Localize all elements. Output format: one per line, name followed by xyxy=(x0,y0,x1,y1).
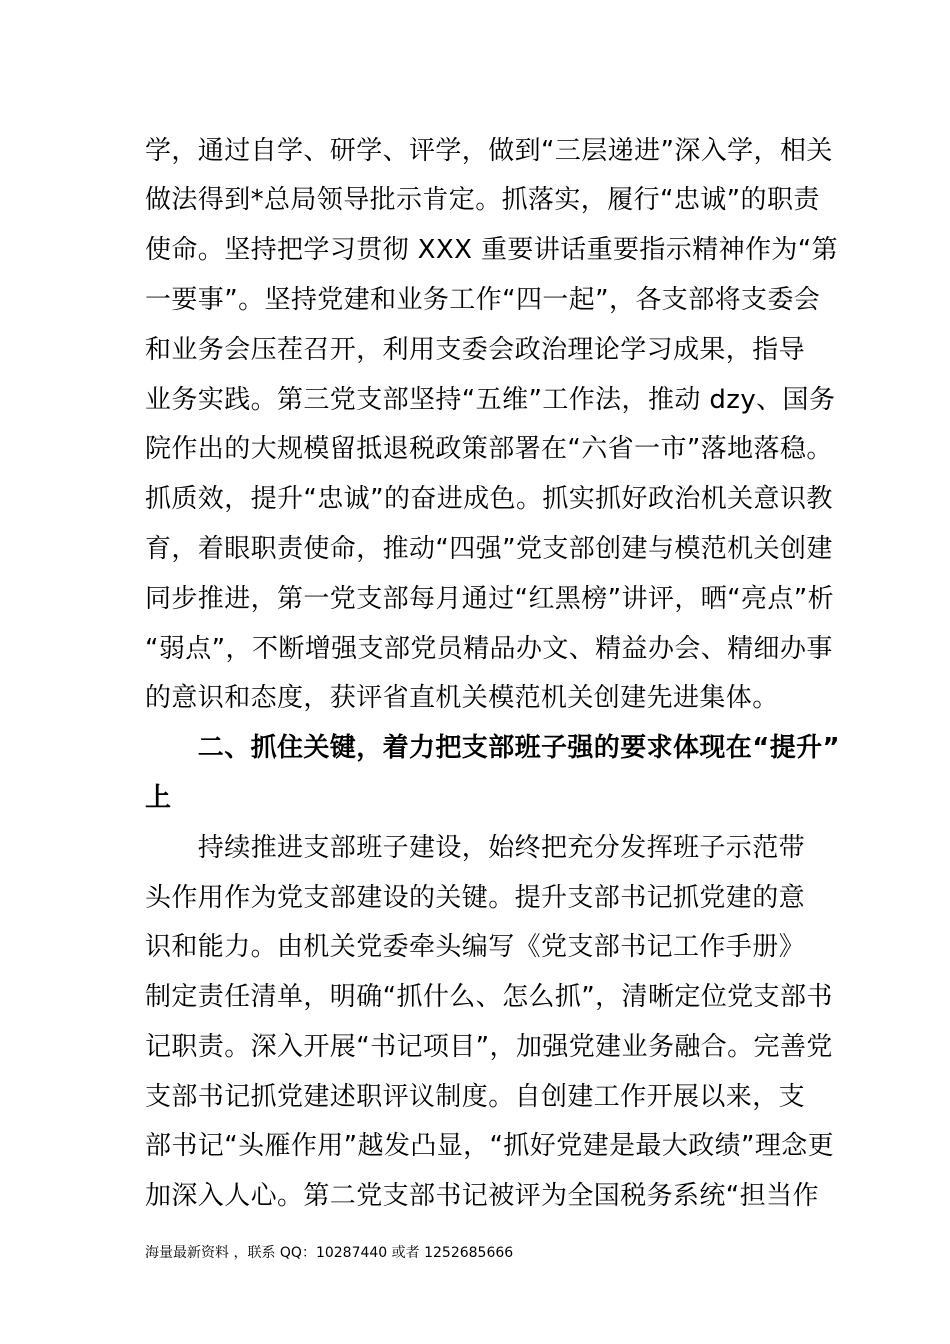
paragraph-line: 记职责。深入开展“书记项目”，加强党建业务融合。完善党 xyxy=(145,1032,833,1062)
paragraph-line: 业务实践。第三党支部坚持“五维”工作法，推动 dzy、国务 xyxy=(145,385,836,415)
paragraph-line: 同步推进，第一党支部每月通过“红黑榜”讲评，晒“亮点”析 xyxy=(145,584,835,614)
paragraph-line: 做法得到*总局领导批示肯定。抓落实，履行“忠诚”的职责 xyxy=(145,185,820,215)
footer-contact: 海量最新资料 ，联系 QQ：10287440 或者 1252685666 xyxy=(145,1245,514,1261)
paragraph-line: 育，着眼职责使命，推动“四强”党支部创建与模范机关创建 xyxy=(145,534,833,564)
paragraph-line: 使命。坚持把学习贯彻 XXX 重要讲话重要指示精神作为“第 xyxy=(145,235,839,265)
paragraph-line: 持续推进支部班子建设，始终把充分发挥班子示范带 xyxy=(145,833,806,863)
paragraph-line: 制定责任清单，明确“抓什么、怎么抓”，清晰定位党支部书 xyxy=(145,982,833,1012)
paragraph-line: 院作出的大规模留抵退税政策部署在“六省一市”落地落稳。 xyxy=(145,434,833,464)
paragraph-line: 抓质效，提升“忠诚”的奋进成色。抓实抓好政治机关意识教 xyxy=(145,484,833,514)
paragraph-line: 学，通过自学、研学、评学，做到“三层递进”深入学，相关 xyxy=(145,136,833,166)
paragraph-line: 部书记“头雁作用”越发凸显，“抓好党建是最大政绩”理念更 xyxy=(145,1131,835,1161)
paragraph-line: “弱点”，不断增强支部党员精品办文、精益办会、精细办事 xyxy=(145,634,833,664)
paragraph-line: 识和能力。由机关党委牵头编写《党支部书记工作手册》 xyxy=(145,932,806,962)
paragraph-line: 的意识和态度，获评省直机关模范机关创建先进集体。 xyxy=(145,683,779,713)
paragraph-line: 头作用作为党支部建设的关键。提升支部书记抓党建的意 xyxy=(145,883,806,913)
paragraph-line: 一要事”。坚持党建和业务工作“四一起”，各支部将支委会 xyxy=(145,285,821,315)
paragraph-line: 和业务会压茬召开，利用支委会政治理论学习成果，指导 xyxy=(145,335,806,365)
paragraph-line: 加深入人心。第二党支部书记被评为全国税务系统“担当作 xyxy=(145,1181,819,1211)
section-heading: 二、抓住关键，着力把支部班子强的要求体现在“提升” xyxy=(145,733,840,763)
section-heading: 上 xyxy=(145,783,172,813)
paragraph-line: 支部书记抓党建述职评议制度。自创建工作开展以来，支 xyxy=(145,1082,806,1112)
